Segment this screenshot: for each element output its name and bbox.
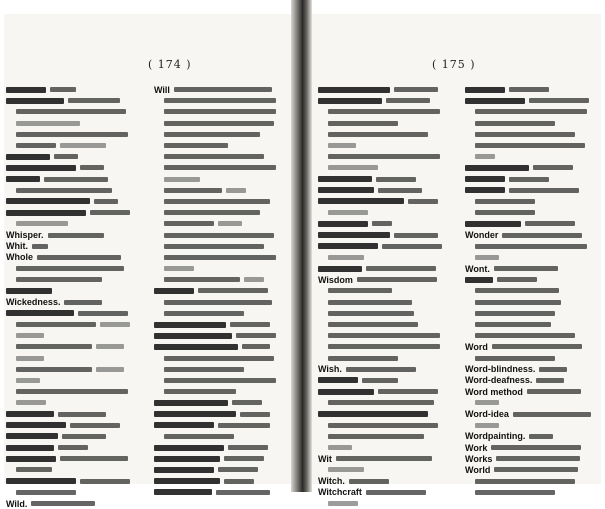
entry-line — [154, 218, 285, 229]
entry-line — [6, 84, 137, 95]
entry-line — [318, 229, 449, 240]
entry-line — [465, 431, 596, 442]
entry-line — [465, 252, 596, 263]
headword: Word — [465, 341, 488, 352]
entry-line — [154, 129, 285, 140]
headword: Word-idea — [465, 409, 509, 420]
entry-line — [154, 408, 285, 419]
entry-line — [318, 308, 449, 319]
entry-line — [465, 174, 596, 185]
headword: Witchcraft — [318, 487, 362, 498]
entry-line — [6, 330, 137, 341]
entry-line — [318, 453, 449, 464]
entry-line — [6, 431, 137, 442]
entry-line — [465, 453, 596, 464]
entry-line — [6, 229, 137, 240]
entry-line — [154, 252, 285, 263]
entry-line — [465, 442, 596, 453]
entry-line — [154, 308, 285, 319]
entry-line — [6, 297, 137, 308]
entry-line — [6, 476, 137, 487]
headword: Wordpainting. — [465, 431, 526, 442]
entry-line — [154, 431, 285, 442]
entry-line — [154, 174, 285, 185]
entry-line — [465, 185, 596, 196]
entry-line — [318, 408, 449, 419]
headword: Will — [154, 84, 170, 95]
entry-line — [154, 353, 285, 364]
entry-line — [154, 241, 285, 252]
entry-line — [6, 442, 137, 453]
entry-line — [465, 364, 596, 375]
entry-line — [154, 453, 285, 464]
entry-line — [6, 118, 137, 129]
entry-line — [154, 106, 285, 117]
entry-line — [465, 386, 596, 397]
entry-line — [6, 375, 137, 386]
entry-line — [6, 162, 137, 173]
entry-line — [154, 476, 285, 487]
entry-line — [318, 162, 449, 173]
dictionary-column — [465, 84, 596, 498]
entry-line — [318, 431, 449, 442]
headword: World — [465, 464, 491, 475]
entry-line — [6, 151, 137, 162]
entry-line — [154, 185, 285, 196]
entry-line — [6, 174, 137, 185]
headword: Wickedness. — [6, 297, 61, 308]
entry-line — [318, 207, 449, 218]
entry-line — [6, 397, 137, 408]
entry-line — [6, 464, 137, 475]
entry-line — [154, 84, 285, 95]
entry-line — [465, 241, 596, 252]
entry-line — [465, 330, 596, 341]
entry-line — [154, 341, 285, 352]
entry-line — [154, 229, 285, 240]
entry-line — [154, 263, 285, 274]
entry-line — [154, 397, 285, 408]
entry-line — [154, 151, 285, 162]
entry-line — [154, 274, 285, 285]
entry-line — [6, 498, 137, 509]
entry-line — [154, 162, 285, 173]
headword: Wild. — [6, 498, 28, 509]
headword: Word method — [465, 386, 523, 397]
headword: Witch. — [318, 476, 345, 487]
entry-line — [6, 285, 137, 296]
entry-line — [6, 408, 137, 419]
entry-line — [318, 252, 449, 263]
entry-line — [154, 118, 285, 129]
entry-line — [318, 341, 449, 352]
entry-line — [465, 464, 596, 475]
entry-line — [154, 330, 285, 341]
entry-line — [6, 95, 137, 106]
entry-line — [318, 151, 449, 162]
entry-line — [318, 420, 449, 431]
headword: Whisper. — [6, 230, 44, 241]
entry-line — [154, 386, 285, 397]
entry-line — [154, 464, 285, 475]
entry-line — [465, 162, 596, 173]
headword: Whole — [6, 252, 33, 263]
entry-line — [465, 151, 596, 162]
entry-line — [318, 297, 449, 308]
entry-line — [465, 397, 596, 408]
entry-line — [318, 218, 449, 229]
entry-line — [6, 106, 137, 117]
entry-line — [465, 353, 596, 364]
entry-line — [465, 84, 596, 95]
entry-line — [465, 487, 596, 498]
entry-line — [318, 196, 449, 207]
headword: Wish. — [318, 364, 342, 375]
entry-line — [6, 241, 137, 252]
entry-line — [465, 118, 596, 129]
entry-line — [6, 386, 137, 397]
entry-line — [465, 375, 596, 386]
entry-line — [154, 487, 285, 498]
headword: Work — [465, 442, 488, 453]
entry-line — [318, 386, 449, 397]
entry-line — [6, 341, 137, 352]
dictionary-column — [6, 84, 137, 509]
headword: Wisdom — [318, 274, 353, 285]
entry-line — [465, 297, 596, 308]
entry-line — [6, 185, 137, 196]
entry-line — [465, 319, 596, 330]
entry-line — [6, 308, 137, 319]
headword: Wont. — [465, 263, 490, 274]
headword: Wit — [318, 453, 332, 464]
entry-line — [318, 118, 449, 129]
entry-line — [318, 95, 449, 106]
entry-line — [318, 364, 449, 375]
entry-line — [154, 375, 285, 386]
entry-line — [154, 285, 285, 296]
entry-line — [465, 263, 596, 274]
entry-line — [318, 185, 449, 196]
page-number: ( 175 ) — [432, 58, 476, 71]
entry-line — [6, 353, 137, 364]
entry-line — [154, 319, 285, 330]
book-gutter — [291, 0, 312, 492]
entry-line — [6, 207, 137, 218]
entry-line — [154, 95, 285, 106]
entry-line — [318, 442, 449, 453]
entry-line — [318, 84, 449, 95]
entry-line — [465, 229, 596, 240]
entry-line — [465, 420, 596, 431]
headword: Word-deafness. — [465, 375, 533, 386]
left-page — [4, 14, 291, 509]
entry-line — [6, 140, 137, 151]
entry-line — [6, 487, 137, 498]
entry-line — [465, 106, 596, 117]
entry-line — [154, 442, 285, 453]
dictionary-column — [154, 84, 285, 498]
entry-line — [318, 106, 449, 117]
right-page — [312, 14, 601, 498]
entry-line — [154, 140, 285, 151]
entry-line — [6, 129, 137, 140]
entry-line — [465, 218, 596, 229]
entry-line — [465, 341, 596, 352]
entry-line — [465, 285, 596, 296]
headword: Word-blindness. — [465, 364, 536, 375]
entry-line — [6, 420, 137, 431]
entry-line — [6, 263, 137, 274]
entry-line — [465, 476, 596, 487]
entry-line — [318, 241, 449, 252]
entry-line — [6, 453, 137, 464]
entry-line — [465, 140, 596, 151]
entry-line — [318, 353, 449, 364]
entry-line — [6, 274, 137, 285]
entry-line — [465, 129, 596, 140]
entry-line — [6, 196, 137, 207]
entry-line — [154, 420, 285, 431]
entry-line — [318, 397, 449, 408]
page-number: ( 174 ) — [148, 58, 192, 71]
entry-line — [318, 274, 449, 285]
entry-line — [6, 319, 137, 330]
entry-line — [318, 464, 449, 475]
entry-line — [154, 297, 285, 308]
entry-line — [318, 319, 449, 330]
entry-line — [6, 218, 137, 229]
entry-line — [6, 364, 137, 375]
entry-line — [6, 252, 137, 263]
entry-line — [465, 95, 596, 106]
entry-line — [318, 375, 449, 386]
entry-line — [465, 274, 596, 285]
entry-line — [318, 129, 449, 140]
entry-line — [318, 487, 449, 498]
entry-line — [154, 207, 285, 218]
entry-line — [318, 174, 449, 185]
entry-line — [154, 196, 285, 207]
entry-line — [318, 476, 449, 487]
headword: Works — [465, 453, 493, 464]
entry-line — [465, 408, 596, 419]
entry-line — [318, 140, 449, 151]
entry-line — [465, 196, 596, 207]
entry-line — [318, 498, 449, 509]
headword: Wonder — [465, 230, 499, 241]
entry-line — [465, 308, 596, 319]
entry-line — [465, 207, 596, 218]
dictionary-column — [318, 84, 449, 509]
entry-line — [154, 364, 285, 375]
entry-line — [318, 330, 449, 341]
entry-line — [318, 263, 449, 274]
headword: Whit. — [6, 241, 28, 252]
entry-line — [318, 285, 449, 296]
